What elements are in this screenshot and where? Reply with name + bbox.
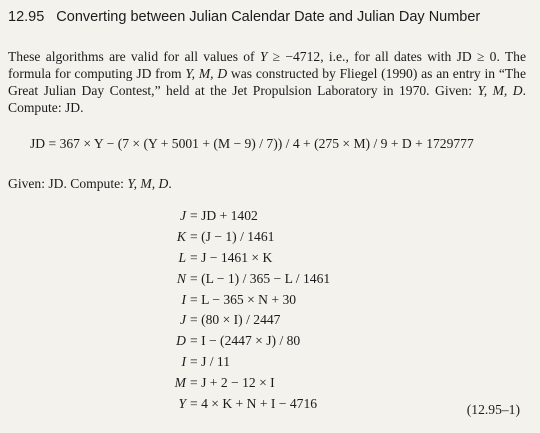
intro-text-4: . Compute: JD. <box>8 83 526 115</box>
equation-row <box>130 352 330 373</box>
equation-lhs: Y <box>178 395 186 411</box>
given-text-end: . <box>168 176 172 191</box>
intro-var-y: Y <box>259 49 268 64</box>
equation-row <box>130 372 330 393</box>
equation-rhs: = I − (2447 × J) / 80 <box>190 333 301 349</box>
equation-lhs: N <box>176 270 186 286</box>
intro-text-1: These algorithms are valid for all values of <box>8 49 260 64</box>
equation-lhs: L <box>178 249 186 265</box>
equation-lhs: M <box>174 374 186 390</box>
given-text: Given: JD. Compute: <box>8 176 128 191</box>
equation-rhs: = J / 11 <box>190 353 231 369</box>
equation-rhs: = (L − 1) / 365 − L / 1461 <box>190 270 331 286</box>
equation-rhs: = J + 2 − 12 × I <box>190 374 275 390</box>
intro-text-2: ≥ −4712, i.e., for all dates with JD ≥ 0. The formula for computing JD from <box>8 49 526 81</box>
equation-row <box>130 227 330 248</box>
intro-text-3: was constructed by Fliegel (1990) as an entry in “The Great Julian Day Contest,” held at the Jet Propulsion Laboratory in 1970. Given: <box>8 66 526 98</box>
intro-paragraph <box>8 48 526 116</box>
equation-rhs: = (J − 1) / 1461 <box>190 229 275 245</box>
equation-lhs: J <box>179 208 186 224</box>
equation-row <box>130 289 330 310</box>
equation-rhs: = L − 365 × N + 30 <box>190 291 297 307</box>
section-title: Converting between Julian Calendar Date and Julian Day Number <box>56 9 481 25</box>
given-vars: Y, M, D <box>127 176 169 191</box>
equation-rhs: = 4 × K + N + I − 4716 <box>190 395 318 411</box>
equation-list <box>130 206 330 414</box>
equation-rhs: = J − 1461 × K <box>190 249 273 265</box>
equation-rhs: = (80 × I) / 2447 <box>190 312 281 328</box>
jd-formula: JD = 367 × Y − (7 × (Y + 5001 + (M − 9) / 7)) / 4 + (275 × M) / 9 + D + 1729777 <box>30 136 474 151</box>
equation-row <box>130 393 330 414</box>
intro-vars-given: Y, M, D <box>477 83 523 98</box>
equation-lhs: K <box>176 229 186 245</box>
equation-lhs: J <box>179 312 186 328</box>
intro-vars-ymd: Y, M, D <box>185 66 228 81</box>
equation-lhs: D <box>176 333 186 349</box>
equation-lhs: I <box>181 291 186 307</box>
equation-row <box>130 310 330 331</box>
section-number: 12.95 <box>8 9 45 25</box>
equation-row <box>130 331 330 352</box>
equation-rhs: = JD + 1402 <box>190 208 258 224</box>
equation-lhs: I <box>181 353 186 369</box>
section-heading <box>8 9 480 25</box>
equation-row <box>130 268 330 289</box>
given-compute-line <box>8 176 172 192</box>
equation-row <box>130 206 330 227</box>
equation-row <box>130 248 330 269</box>
equation-number: (12.95–1) <box>466 402 520 417</box>
